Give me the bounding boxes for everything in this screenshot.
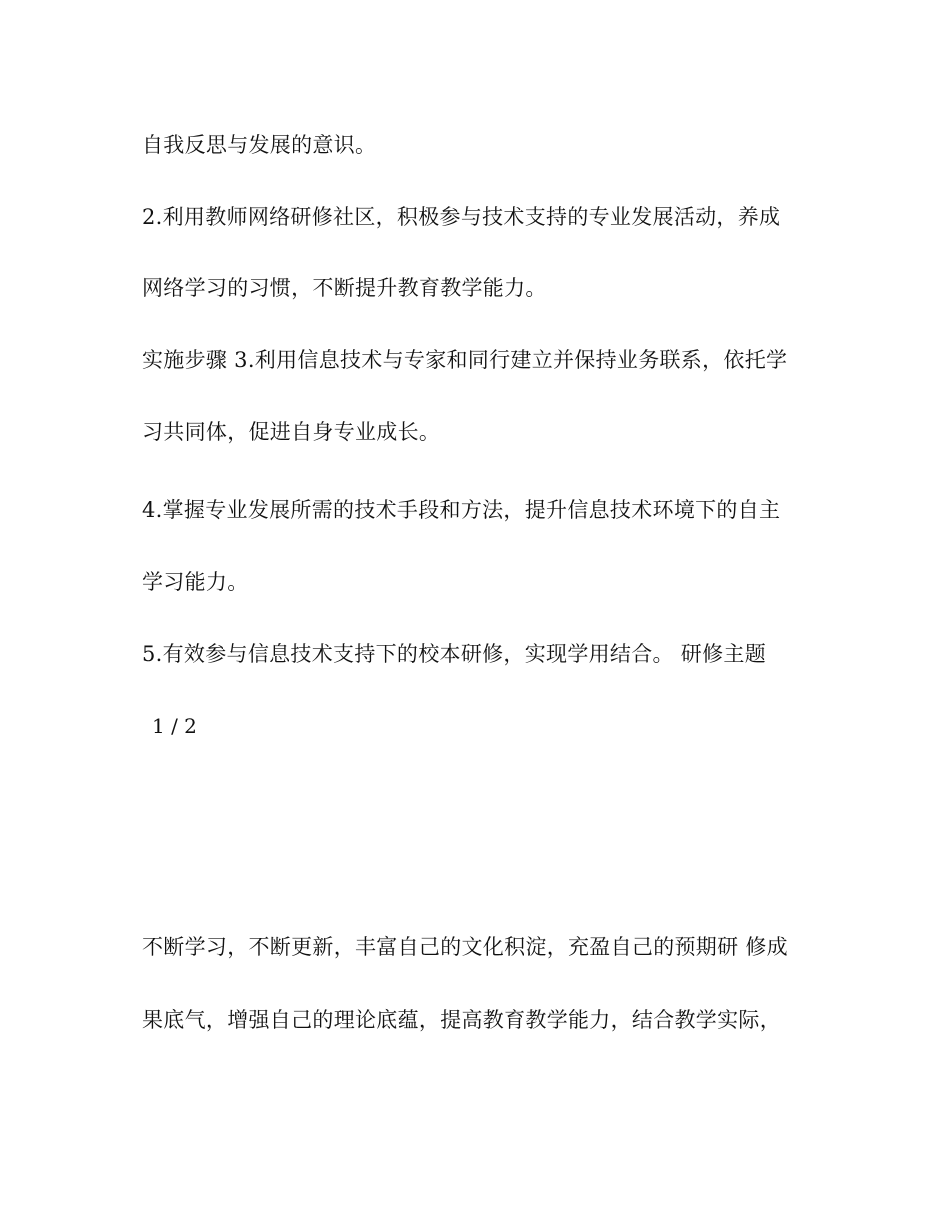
paragraph-line: 网络学习的习惯，不断提升教育教学能力。: [142, 276, 547, 300]
paragraph-line: 实施步骤 3.利用信息技术与专家和同行建立并保持业务联系，依托学: [142, 348, 788, 372]
paragraph-line: 4.掌握专业发展所需的技术手段和方法，提升信息技术环境下的自主: [142, 498, 781, 522]
paragraph-line: 不断学习，不断更新，丰富自己的文化积淀，充盈自己的预期研 修成: [142, 935, 788, 959]
paragraph-line: 2.利用教师网络研修社区，积极参与技术支持的专业发展活动，养成: [142, 205, 781, 229]
page-number: 1 / 2: [152, 714, 197, 738]
paragraph-line: 习共同体，促进自身专业成长。: [142, 420, 441, 444]
paragraph-line: 果底气，增强自己的理论底蕴，提高教育教学能力，结合教学实际，: [142, 1008, 781, 1032]
paragraph-line: 5.有效参与信息技术支持下的校本研修，实现学用结合。 研修主题: [142, 642, 767, 666]
paragraph-line: 自我反思与发展的意识。: [142, 133, 377, 157]
paragraph-line: 学习能力。: [142, 570, 249, 594]
